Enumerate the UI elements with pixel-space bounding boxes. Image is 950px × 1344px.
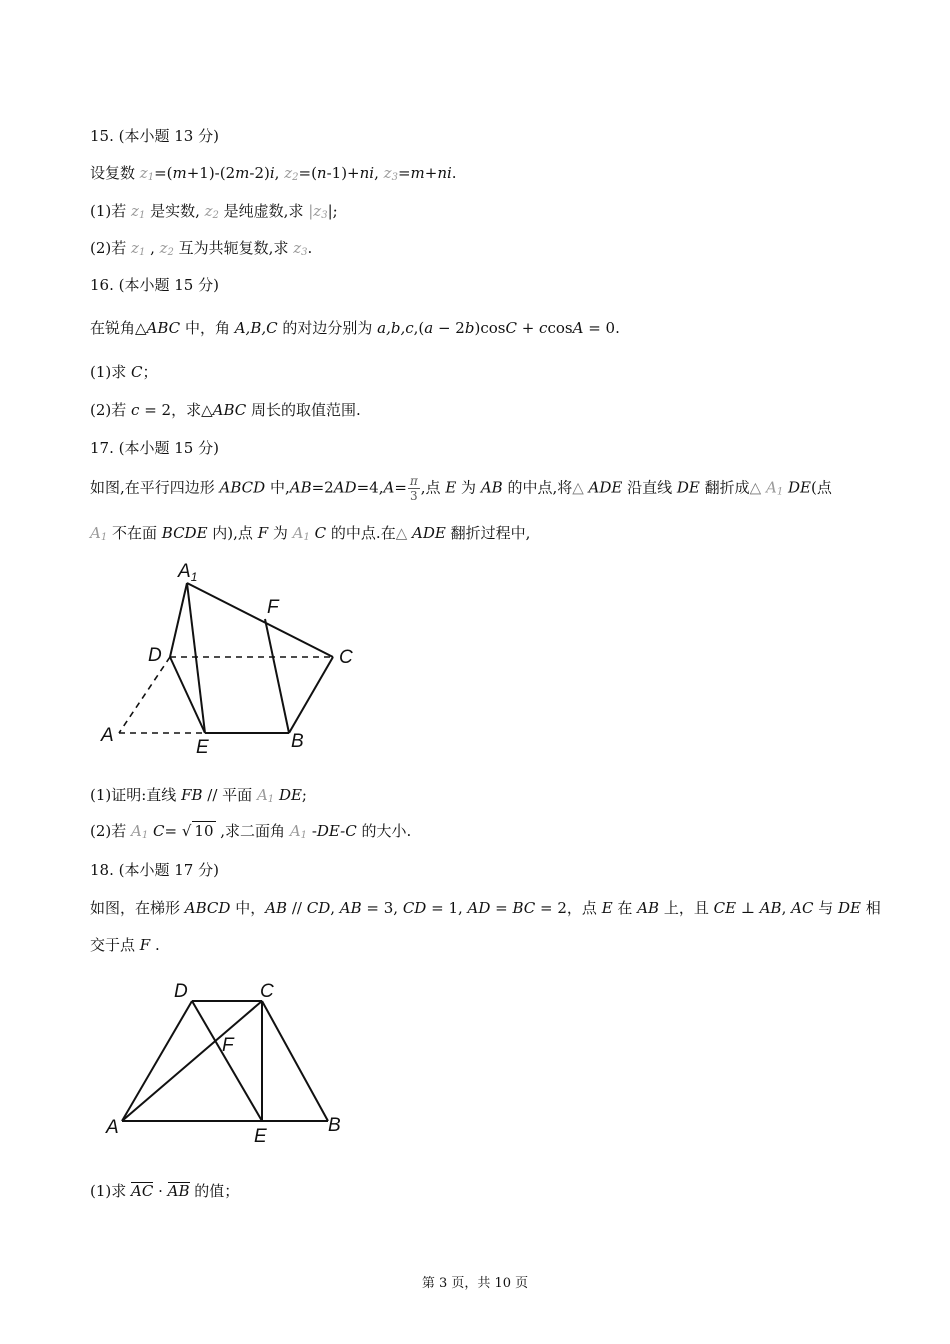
label-A1: $A_1$: [178, 561, 198, 584]
q18-part1: (1)求 AC · AB 的值；: [90, 1182, 240, 1200]
q15-header: 15. (本小题 13 分): [90, 127, 219, 145]
edge-D-E: [192, 1001, 262, 1121]
label-E: E: [196, 737, 209, 758]
edge-A1-C: [187, 583, 333, 657]
label-F: F: [267, 597, 279, 618]
edge-A1-D: [170, 583, 187, 657]
q17-statement-line1: 如图,在平行四边形 ABCD 中,AB=2AD=4,A= $\frac{\pi}{3}$ ,点 E 为 AB 的中点,将△ ADE 沿直线 DE 翻折成△ $A_1$ DE(点: [90, 474, 832, 503]
label-B: B: [328, 1115, 341, 1136]
q18-statement-line2: 交于点 F .: [90, 936, 160, 954]
edge-A-C: [122, 1001, 262, 1121]
vector-AB: AB: [167, 1182, 190, 1200]
label-B: B: [291, 731, 304, 752]
q15-statement: 设复数 $z_1=(m+1)-(2m-2)i$, $z_2=(n-1)+ni$, $z_3=m+ni$.: [90, 164, 457, 183]
q17-header: 17. (本小题 15 分): [90, 439, 219, 457]
edge-A1-E: [187, 583, 205, 733]
label-A: A: [101, 725, 114, 746]
edge-B-C: [262, 1001, 328, 1121]
edge-A-D: [122, 1001, 192, 1121]
q18-statement-line1: 如图，在梯形 ABCD 中，AB // CD, AB = 3, CD = 1, AD = BC = 2，点 E 在 AB 上，且 CE ⊥ AB, AC 与 DE 相: [90, 899, 881, 917]
vector-AC: AC: [131, 1182, 154, 1200]
label-C: C: [339, 647, 353, 668]
q15-part2: (2)若 $z_1$ , $z_2$ 互为共轭复数,求 $z_3$.: [90, 239, 313, 258]
label-D: D: [174, 981, 188, 1002]
label-D: D: [148, 645, 162, 666]
label-F: F: [222, 1035, 234, 1056]
pi-over-3-fraction: $\frac{\pi}{3}$: [409, 474, 418, 503]
q16-part1: (1)求 C；: [90, 363, 158, 381]
q16-part2: (2)若 c = 2，求△ABC 周长的取值范围.: [90, 401, 361, 419]
q17-figure: [95, 555, 375, 760]
q18-header: 18. (本小题 17 分): [90, 861, 219, 879]
label-A: A: [106, 1117, 119, 1138]
label-C: C: [260, 981, 274, 1002]
q16-statement: 在锐角△ABC 中，角 A,B,C 的对边分别为 a,b,c,(a − 2b)cosC + ccosA = 0.: [90, 319, 620, 337]
edge-D-A-dashed: [119, 657, 170, 733]
q17-part1: (1)证明:直线 FB // 平面 $A_1$ DE;: [90, 786, 307, 805]
q17-part2: (2)若 $A_1$ C= √ 10 ,求二面角 $A_1$ -DE-C 的大小.: [90, 822, 412, 841]
page-footer: 第 3 页，共 10 页: [421, 1276, 529, 1291]
edge-F-B: [265, 619, 289, 733]
q17-statement-line2: $A_1$ 不在面 BCDE 内),点 F 为 $A_1$ C 的中点.在△ ADE 翻折过程中,: [90, 524, 531, 543]
q15-part1: (1)若 $z_1$ 是实数, $z_2$ 是纯虚数,求 $|z_3|$;: [90, 202, 338, 221]
label-E: E: [254, 1126, 267, 1147]
edge-B-C: [289, 657, 333, 733]
q16-header: 16. (本小题 15 分): [90, 276, 219, 294]
q18-figure: [100, 975, 360, 1150]
